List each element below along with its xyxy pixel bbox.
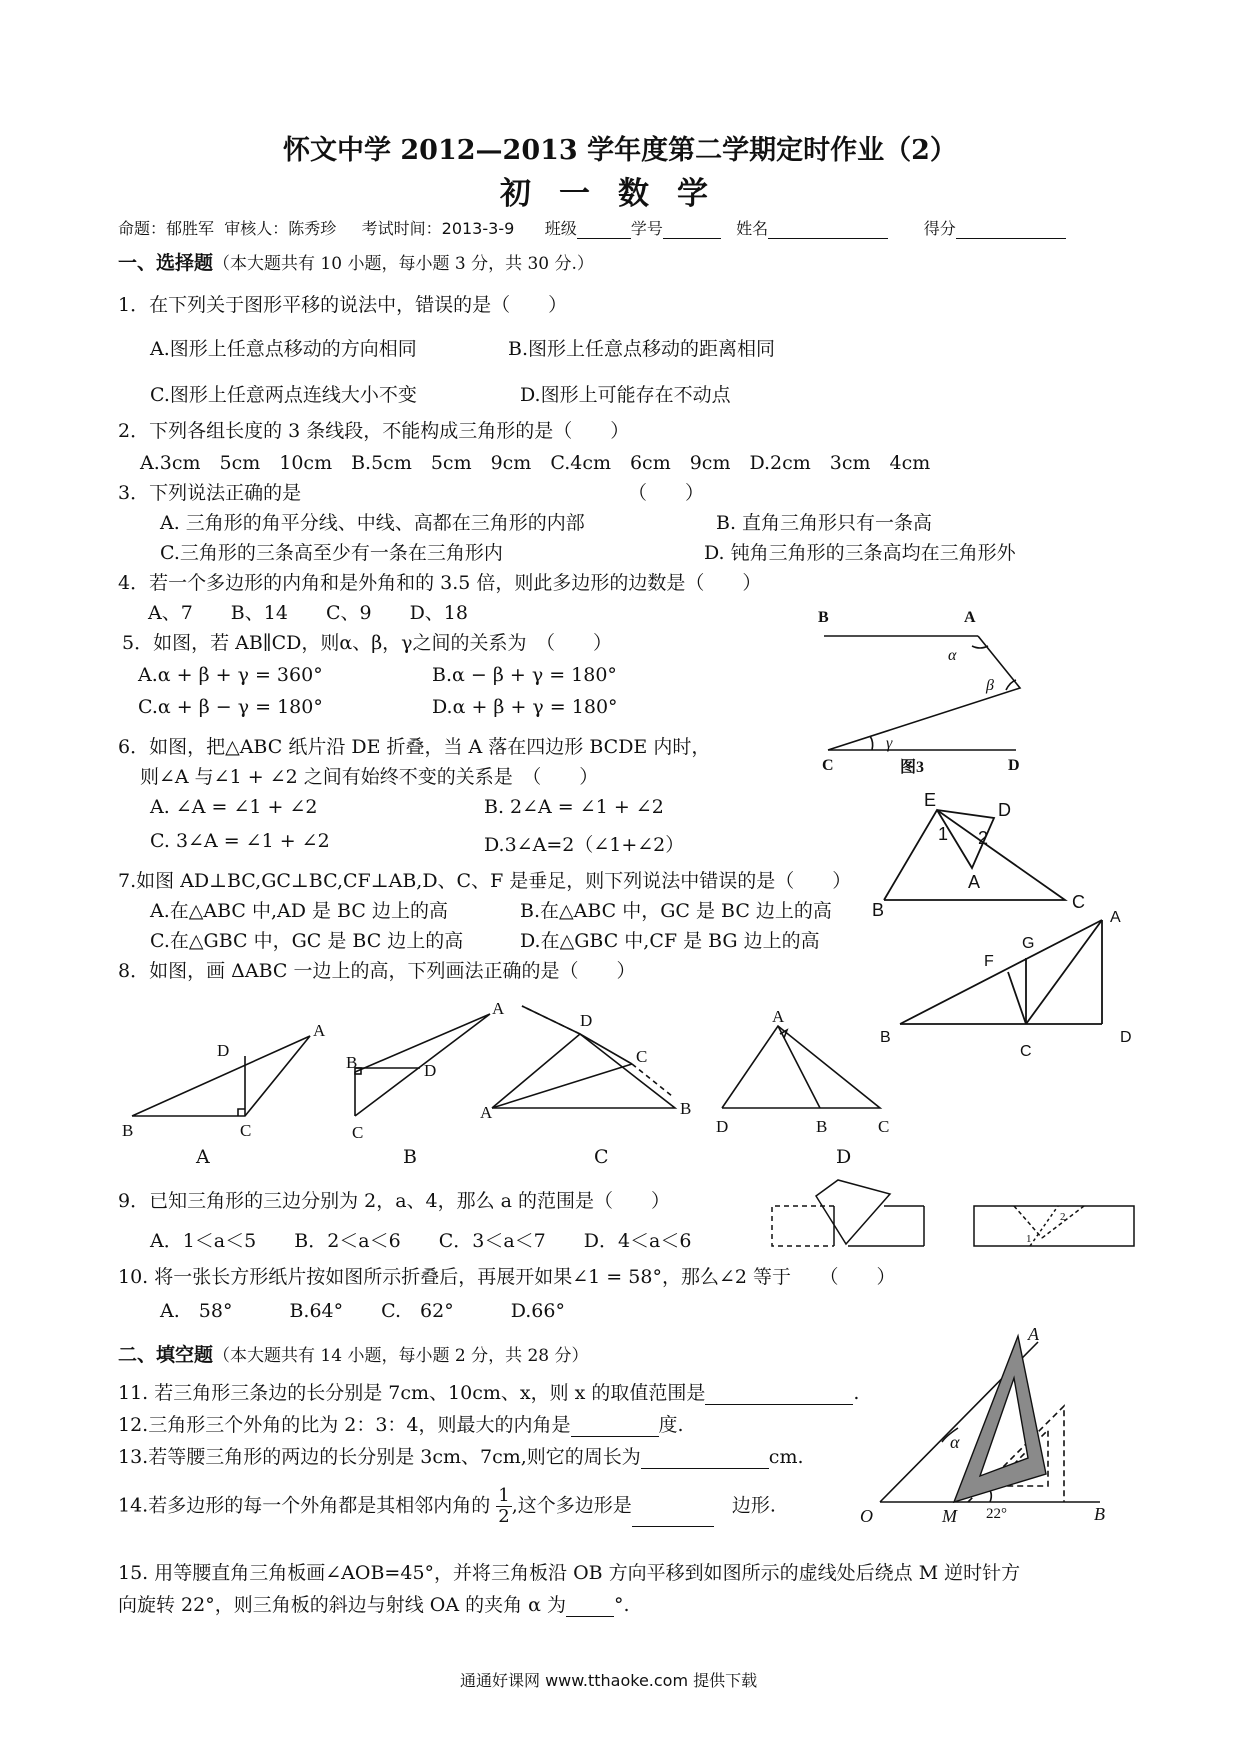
q7-option-c: C.在△GBC 中，GC 是 BC 边上的高: [150, 930, 464, 952]
q8c-label-b: B: [680, 1099, 692, 1118]
q8c-label-c: C: [636, 1047, 648, 1066]
q6-option-b: B. 2∠A = ∠1 + ∠2: [484, 796, 664, 818]
fig6-label-b: B: [872, 900, 885, 920]
fig6-label-e: E: [924, 790, 937, 810]
q13-answer-blank[interactable]: [641, 1450, 769, 1469]
q4-options: A、7 B、14 C、9 D、18: [148, 602, 468, 624]
fig7-label-f: F: [984, 953, 994, 970]
q11: 11. 若三角形三条边的长分别是 7cm、10cm、x，则 x 的取值范围是 .: [118, 1382, 860, 1404]
exam-time: 考试时间：2013-3-9: [361, 219, 515, 238]
q13: 13.若等腰三角形的两边的长分别是 3cm、7cm,则它的周长为 cm.: [118, 1446, 804, 1468]
fig15-label-m: M: [942, 1506, 957, 1526]
q8-caption-d: D: [836, 1146, 852, 1168]
fig7-label-d: D: [1120, 1029, 1132, 1046]
q3-option-d: D. 钝角三角形的三条高均在三角形外: [704, 542, 1016, 564]
reviewer: 审核人：陈秀珍: [224, 219, 337, 238]
q6-stem2: 则∠A 与∠1 + ∠2 之间有始终不变的关系是 （ ）: [140, 766, 599, 788]
fig6-label-a: A: [968, 872, 981, 892]
footer: 通通好课网 www.tthaoke.com 提供下载: [460, 1671, 758, 1690]
q15-figure: [860, 1326, 1120, 1526]
q8a-label-a: A: [313, 1021, 326, 1040]
fig6-label-1: 1: [938, 824, 949, 844]
section1-heading: 一、选择题（本大题共有 10 小题，每小题 3 分，共 30 分.）: [118, 252, 594, 274]
subject-title: 初一数学: [500, 176, 736, 212]
q15-line2: 向旋转 22°，则三角板的斜边与射线 OA 的夹角 α 为 °.: [118, 1594, 630, 1616]
fig15-label-o: O: [860, 1506, 873, 1526]
q8-caption-a: A: [196, 1146, 210, 1168]
name-label: 姓名: [736, 219, 769, 238]
section2-heading: 二、填空题（本大题共有 14 小题，每小题 2 分，共 28 分）: [118, 1344, 589, 1366]
score-field[interactable]: [956, 220, 1066, 239]
q3-paren: （ ）: [628, 482, 705, 504]
fig7-label-c: C: [1020, 1043, 1032, 1060]
fig5-gamma: γ: [886, 735, 893, 752]
svg-text:1: 1: [1026, 1233, 1032, 1245]
q8b-label-c: C: [352, 1123, 364, 1142]
class-field[interactable]: [577, 220, 631, 239]
name-field[interactable]: [768, 220, 888, 239]
q6-option-d: D.3∠A=2（∠1+∠2）: [484, 834, 685, 856]
q15-answer-blank[interactable]: [566, 1598, 614, 1617]
q11-answer-blank[interactable]: [705, 1386, 853, 1405]
fig6-label-d: D: [998, 800, 1011, 820]
q3-option-b: B. 直角三角形只有一条高: [716, 512, 933, 534]
q3-option-a: A. 三角形的角平分线、中线、高都在三角形的内部: [160, 512, 585, 534]
setter: 命题：郁胜军: [118, 219, 215, 238]
q8c-label-a: A: [480, 1103, 493, 1122]
number-label: 学号: [630, 219, 663, 238]
q8-figures: [120, 996, 920, 1166]
q15-line1: 15. 用等腰直角三角板画∠AOB=45°，并将三角板沿 OB 方向平移到如图所示的虚线处后绕点 M 逆时针方: [118, 1562, 1021, 1584]
q9-options: A．1＜a＜5 B．2＜a＜6 C．3＜a＜7 D．4＜a＜6: [150, 1230, 692, 1252]
q6-option-c: C. 3∠A = ∠1 + ∠2: [150, 830, 330, 852]
q6-option-a: A. ∠A = ∠1 + ∠2: [150, 796, 318, 818]
q3-option-c: C.三角形的三条高至少有一条在三角形内: [160, 542, 503, 564]
fig15-label-a: A: [1028, 1326, 1039, 1344]
page-title: 怀文中学 2012—2013 学年度第二学期定时作业（2）: [283, 135, 957, 166]
q12-answer-blank[interactable]: [571, 1418, 659, 1437]
q7-option-d: D.在△GBC 中,CF 是 BG 边上的高: [520, 930, 820, 952]
fig5-alpha: α: [948, 647, 957, 664]
fig7-label-g: G: [1022, 935, 1035, 952]
fig5-label-d: D: [1008, 757, 1020, 774]
q8d-label-b: B: [816, 1117, 828, 1136]
q1-option-c: C.图形上任意两点连线大小不变: [150, 384, 417, 406]
q8b-label-b: B: [346, 1053, 358, 1072]
q7-figure: [870, 910, 1140, 1060]
q1-stem: 1．在下列关于图形平移的说法中，错误的是（ ）: [118, 294, 568, 316]
fig5-label-b: B: [818, 609, 829, 626]
q1-option-b: B.图形上任意点移动的距离相同: [508, 338, 776, 360]
fig5-label-c: C: [822, 757, 834, 774]
q4-stem: 4．若一个多边形的内角和是外角和的 3.5 倍，则此多边形的边数是（ ）: [118, 572, 762, 594]
q14-answer-blank[interactable]: [632, 1508, 714, 1527]
q5-option-b: B.α − β + γ = 180°: [432, 664, 617, 686]
fig15-alpha: α: [950, 1432, 960, 1452]
q9-stem: 9．已知三角形的三边分别为 2，a、4，那么 a 的范围是（ ）: [118, 1190, 671, 1212]
header-info-row: [118, 216, 1066, 239]
q10-figure: [766, 1176, 1146, 1256]
q8c-label-d: D: [580, 1011, 593, 1030]
fig5-label-a: A: [964, 609, 976, 626]
number-field[interactable]: [663, 220, 721, 239]
q10-stem: 10. 将一张长方形纸片按如图所示折叠后，再展开如果∠1 = 58°，那么∠2 等于 （ ）: [118, 1266, 896, 1288]
q8a-label-c: C: [240, 1121, 252, 1140]
fig6-label-c: C: [1072, 892, 1085, 912]
q7-option-a: A.在△ABC 中,AD 是 BC 边上的高: [150, 900, 448, 922]
q8a-label-b: B: [122, 1121, 134, 1140]
q8d-label-a: A: [772, 1007, 785, 1026]
q7-option-b: B.在△ABC 中，GC 是 BC 边上的高: [520, 900, 832, 922]
fig15-deg: 22°: [986, 1506, 1007, 1522]
svg-text:2: 2: [1060, 1211, 1066, 1223]
q7-stem: 7.如图 AD⊥BC,GC⊥BC,CF⊥AB,D、C、F 是垂足，则下列说法中错误的是（ ）: [118, 870, 852, 892]
q8b-label-a: A: [492, 999, 505, 1018]
q8a-label-d: D: [217, 1041, 230, 1060]
q5-option-a: A.α + β + γ = 360°: [138, 664, 323, 686]
fig7-label-a: A: [1110, 910, 1121, 926]
fig6-label-2: 2: [978, 828, 989, 848]
q5-option-d: D.α + β + γ = 180°: [432, 696, 618, 718]
fig5-caption: 图3: [900, 759, 925, 776]
class-label: 班级: [544, 219, 577, 238]
fig5-beta: β: [986, 677, 994, 694]
score-label: 得分: [923, 219, 956, 238]
q2-options: A.3cm 5cm 10cm B.5cm 5cm 9cm C.4cm 6cm 9cm D.2cm 3cm 4cm: [140, 452, 931, 474]
q14-fraction: $\frac{1}{2}$: [498, 1485, 510, 1527]
q6-figure: [870, 790, 1120, 920]
q8d-label-d: D: [716, 1117, 729, 1136]
q14: 14.若多边形的每一个外角都是其相邻内角的 $\frac{1}{2}$ ,这个多边形是 边形.: [118, 1485, 776, 1527]
q6-stem: 6．如图，把△ABC 纸片沿 DE 折叠，当 A 落在四边形 BCDE 内时，: [118, 736, 711, 758]
q8b-label-d: D: [424, 1061, 437, 1080]
q1-option-a: A.图形上任意点移动的方向相同: [150, 338, 417, 360]
q5-option-c: C.α + β − γ = 180°: [138, 696, 323, 718]
q2-stem: 2．下列各组长度的 3 条线段，不能构成三角形的是（ ）: [118, 420, 630, 442]
q8-caption-b: B: [403, 1146, 417, 1168]
q12: 12.三角形三个外角的比为 2：3：4，则最大的内角是 度.: [118, 1414, 684, 1436]
q10-options: A. 58° B.64° C. 62° D.66°: [160, 1300, 565, 1322]
q1-option-d: D.图形上可能存在不动点: [520, 384, 731, 406]
fig15-label-b: B: [1094, 1504, 1105, 1524]
q3-stem: 3．下列说法正确的是: [118, 482, 302, 504]
q8-stem: 8．如图，画 ΔABC 一边上的高，下列画法正确的是（ ）: [118, 960, 636, 982]
q5-stem: 5．如图，若 AB∥CD，则α、β，γ之间的关系为 （ ）: [122, 632, 613, 654]
q8-caption-c: C: [594, 1146, 609, 1168]
q8d-label-c: C: [878, 1117, 890, 1136]
q5-figure: [810, 598, 1060, 780]
fig7-label-b: B: [880, 1029, 891, 1046]
